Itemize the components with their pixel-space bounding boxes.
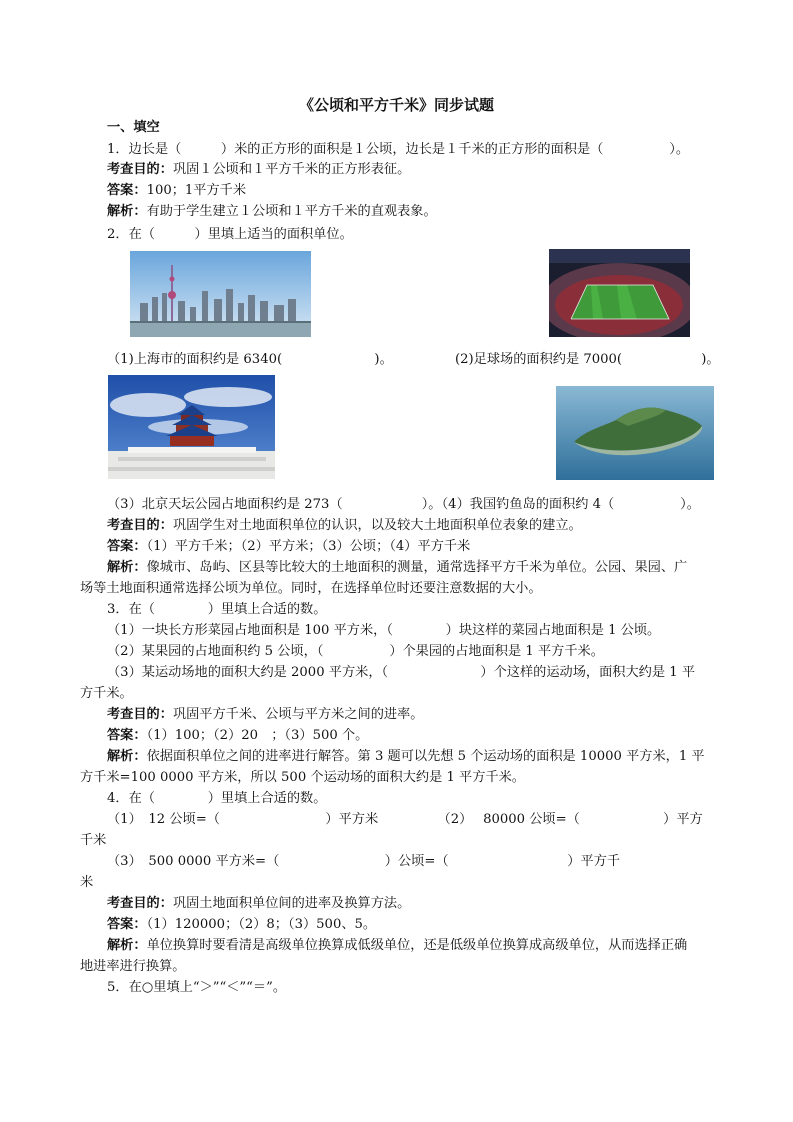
shanghai-skyline-image bbox=[130, 251, 311, 337]
q4-item-2: （3） 500 0000 平方米=（ ）公顷=（ ）平方千 bbox=[107, 854, 621, 869]
q2-item-1: （1)上海市的面积约是 6340( )。 bbox=[107, 352, 393, 367]
q4-analysis-cont: 地进率进行换算。 bbox=[80, 959, 186, 974]
football-stadium-image bbox=[549, 249, 690, 337]
q2-analysis bbox=[107, 558, 687, 578]
answer-label: 答案： bbox=[107, 539, 147, 554]
analysis-label: 解析： bbox=[107, 204, 147, 219]
answer-label: 答案： bbox=[107, 917, 147, 932]
purpose-text: 巩固学生对土地面积单位的认识，以及较大土地面积单位表象的建立。 bbox=[172, 518, 582, 533]
purpose-text: 巩固平方千米、公顷与平方米之间的进率。 bbox=[172, 707, 424, 722]
answer-label: 答案： bbox=[107, 728, 147, 743]
q4-purpose bbox=[107, 894, 410, 914]
q2-answer bbox=[107, 537, 470, 557]
answer-text: （1）120000；（2）8；（3）500、5。 bbox=[146, 917, 377, 932]
q2-purpose bbox=[107, 516, 582, 536]
analysis-label: 解析： bbox=[107, 938, 147, 953]
analysis-text: 像城市、岛屿、区县等比较大的土地面积的测量，通常选择平方千米为单位。公园、果园、广 bbox=[146, 560, 688, 575]
q4-item-1-cont: 千米 bbox=[80, 833, 107, 848]
q4-item-1: （1） 12 公顷=（ ）平方米 （2） 80000 公顷=（ ）平方 bbox=[107, 812, 703, 827]
purpose-label: 考查目的： bbox=[107, 162, 173, 177]
q1-answer bbox=[107, 181, 246, 201]
q3-purpose bbox=[107, 705, 424, 725]
page-title: 《公顷和平方千米》同步试题 bbox=[298, 96, 494, 114]
q2-item-3: （3）北京天坛公园占地面积约是 273（ ）。 bbox=[107, 497, 442, 512]
temple-of-heaven-image bbox=[108, 375, 275, 479]
q4-item-2-cont: 米 bbox=[80, 875, 94, 890]
q2-analysis-cont: 场等土地面积通常选择公顷为单位。同时，在选择单位时还要注意数据的大小。 bbox=[80, 581, 542, 596]
answer-text: （1）平方千米；（2）平方米；（3）公顷；（4）平方千米 bbox=[146, 539, 471, 554]
q3-item-1: （1）一块长方形菜园占地面积是 100 平方米，（ ）块这样的菜园占地面积是 1 公顷。 bbox=[107, 623, 661, 638]
q3-item-2: （2）某果园的占地面积约 5 公顷，（ ）个果园的占地面积是 1 平方千米。 bbox=[107, 644, 604, 659]
question-5: 5．在○里填上“＞”“＜”“＝”。 bbox=[107, 980, 287, 995]
purpose-text: 巩固土地面积单位间的进率及换算方法。 bbox=[172, 896, 411, 911]
q1-purpose bbox=[107, 160, 410, 180]
answer-text: （1）100；（2）20 ；（3）500 个。 bbox=[146, 728, 369, 743]
q3-analysis-cont: 方千米=100 0000 平方米，所以 500 个运动场的面积大约是 1 平方千米。 bbox=[80, 770, 525, 785]
q3-item-3: （3）某运动场地的面积大约是 2000 平方米，（ ）个这样的运动场，面积大约是 1 平 bbox=[107, 665, 696, 680]
question-4: 4．在（ ）里填上合适的数。 bbox=[107, 791, 327, 806]
question-2: 2．在（ ）里填上适当的面积单位。 bbox=[107, 227, 353, 242]
purpose-text: 巩固１公顷和１平方千米的正方形表征。 bbox=[172, 162, 411, 177]
purpose-label: 考查目的： bbox=[107, 518, 173, 533]
question-3: 3．在（ ）里填上合适的数。 bbox=[107, 602, 327, 617]
analysis-label: 解析： bbox=[107, 560, 147, 575]
section-heading: 一、填空 bbox=[107, 120, 160, 135]
q3-item-3-cont: 方千米。 bbox=[80, 686, 133, 701]
q4-answer bbox=[107, 915, 376, 935]
purpose-label: 考查目的： bbox=[107, 707, 173, 722]
purpose-label: 考查目的： bbox=[107, 896, 173, 911]
analysis-text: 单位换算时要看清是高级单位换算成低级单位，还是低级单位换算成高级单位，从而选择正确 bbox=[146, 938, 688, 953]
q2-item-2: (2)足球场的面积约是 7000( )。 bbox=[455, 352, 720, 367]
q2-item-4: （4）我国钓鱼岛的面积约 4（ ）。 bbox=[435, 497, 700, 512]
answer-label: 答案： bbox=[107, 183, 147, 198]
q3-analysis bbox=[107, 747, 705, 767]
analysis-label: 解析： bbox=[107, 749, 147, 764]
answer-text: 100；1平方千米 bbox=[146, 183, 247, 198]
analysis-text: 依据面积单位之间的进率进行解答。第 3 题可以先想 5 个运动场的面积是 10000 平方米，1 平 bbox=[146, 749, 705, 764]
q1-analysis bbox=[107, 202, 437, 222]
question-1: 1．边长是（ ）米的正方形的面积是１公顷，边长是１千米的正方形的面积是（ ）。 bbox=[107, 142, 690, 157]
analysis-text: 有助于学生建立１公顷和１平方千米的直观表象。 bbox=[146, 204, 437, 219]
q4-analysis bbox=[107, 936, 687, 956]
q3-answer bbox=[107, 726, 368, 746]
diaoyu-island-image bbox=[556, 386, 714, 480]
